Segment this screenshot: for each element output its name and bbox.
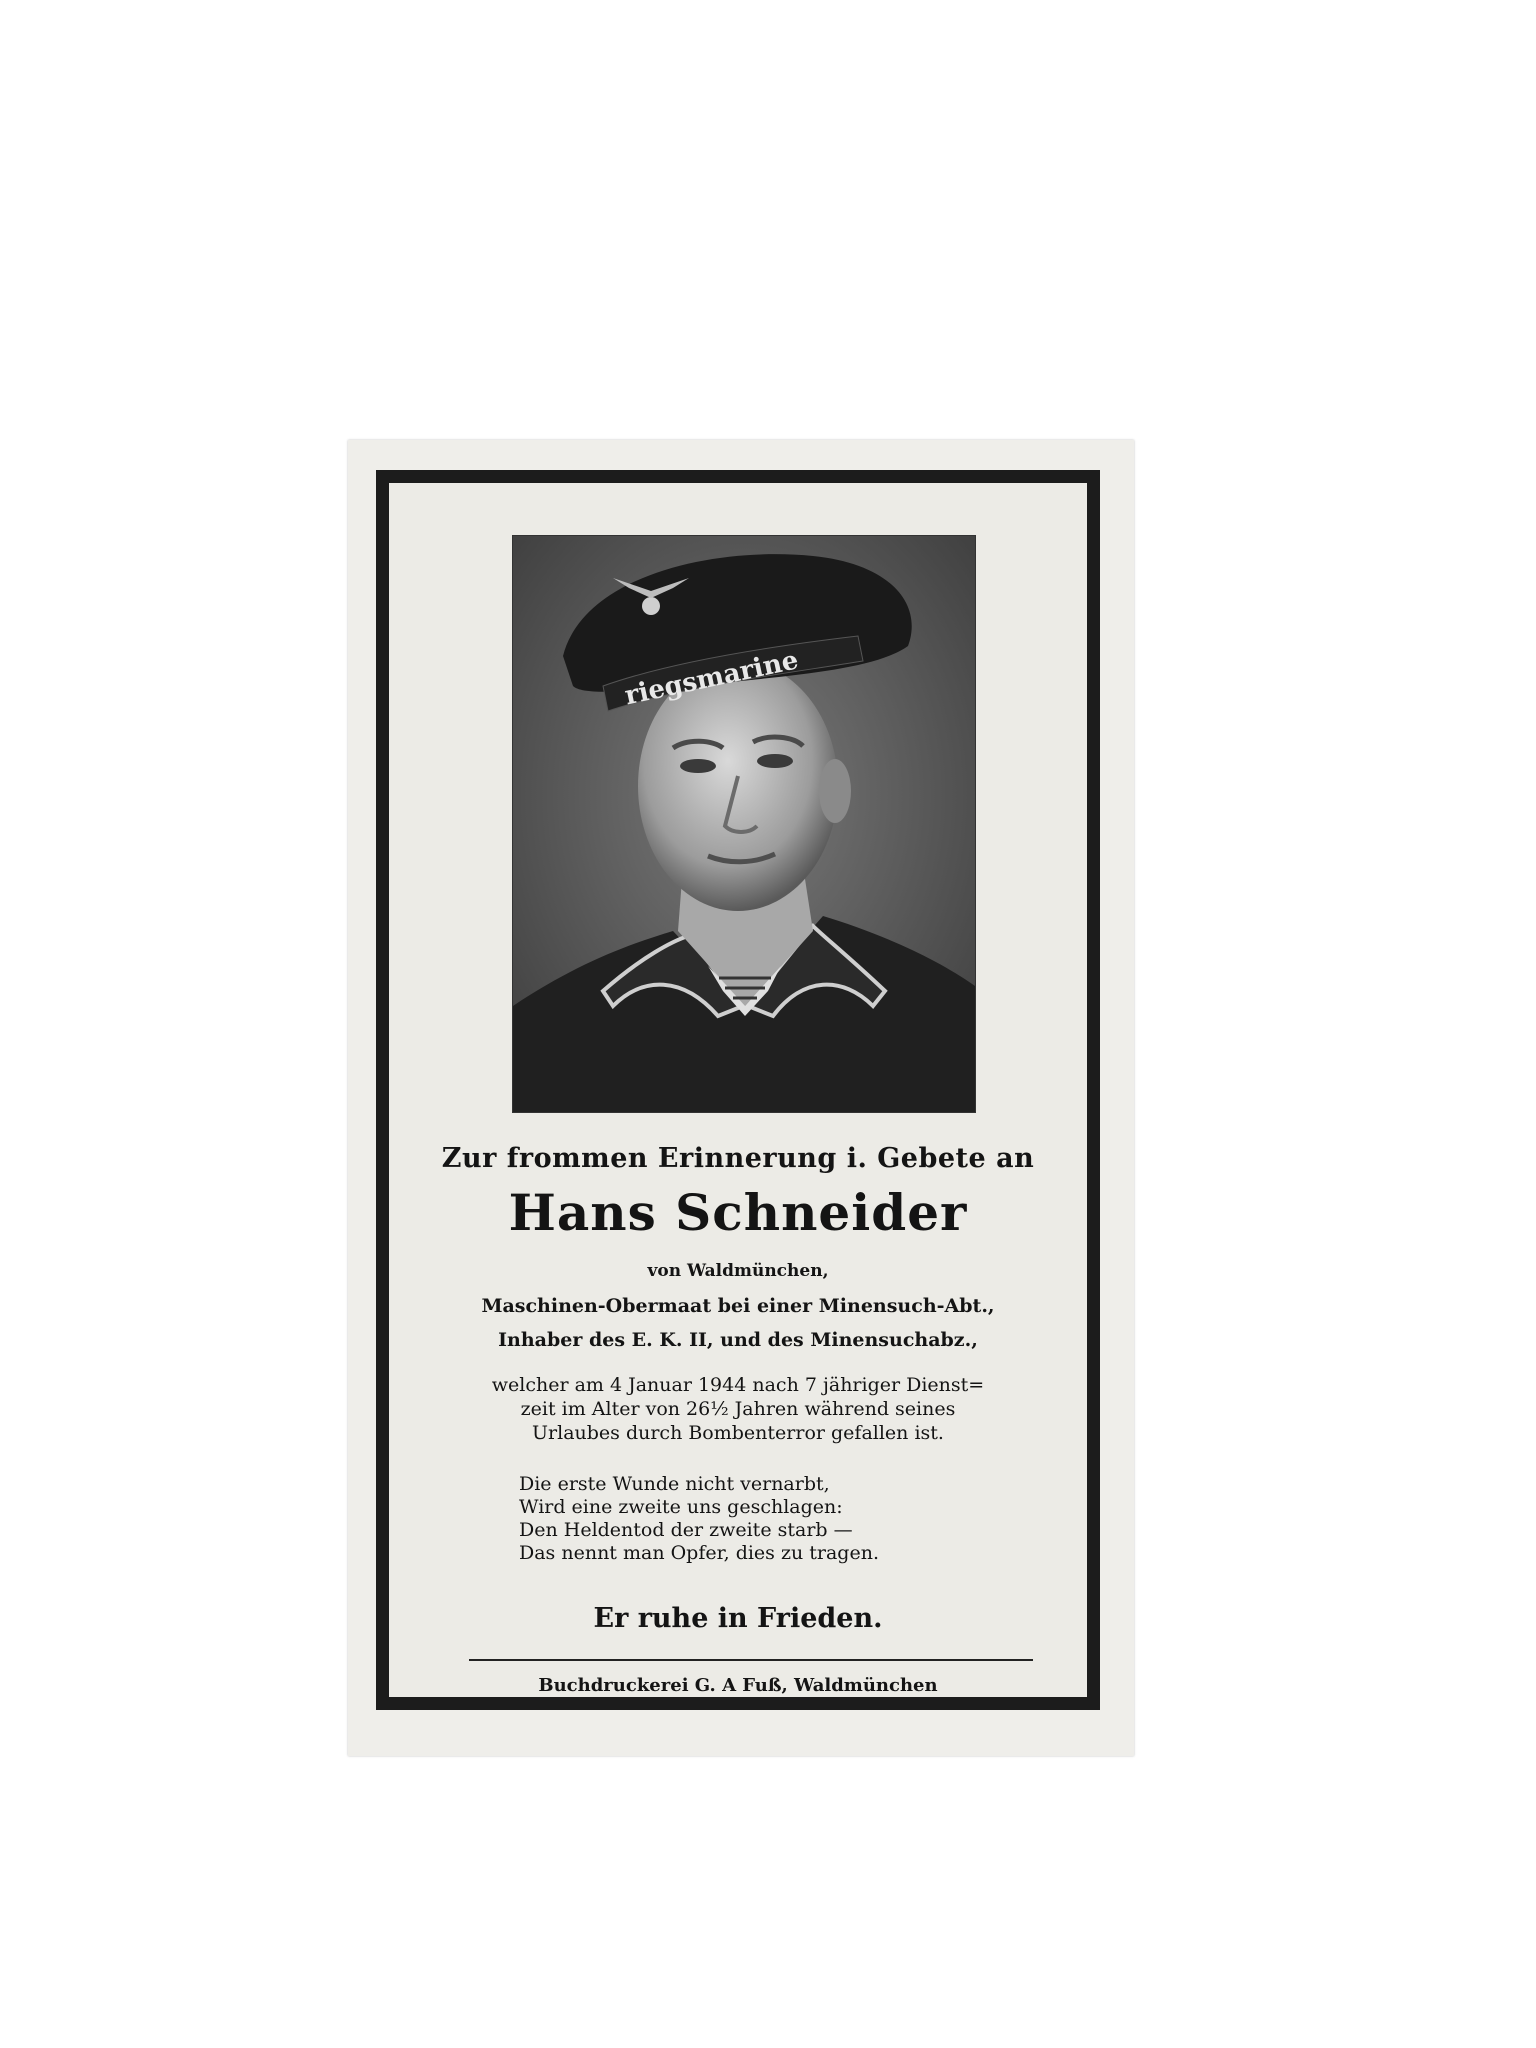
poem-line: Wird eine zweite uns geschlagen: xyxy=(519,1496,843,1518)
bio-line: zeit im Alter von 26½ Jahren während seines xyxy=(520,1398,956,1420)
cap-band-text: riegsmarine xyxy=(622,645,801,712)
closing-blessing: Er ruhe in Frieden. xyxy=(593,1603,883,1634)
poem-verse xyxy=(519,1473,1019,1565)
origin-text: von Waldmünchen, xyxy=(647,1261,829,1281)
bio-line: Urlaubes durch Bombenterror gefallen ist. xyxy=(532,1422,944,1444)
poem-line: Den Heldentod der zweite starb — xyxy=(519,1519,853,1541)
divider-line xyxy=(469,1659,1033,1661)
deceased-name: Hans Schneider xyxy=(508,1183,968,1242)
portrait-photo xyxy=(512,535,976,1113)
rank-text: Maschinen-Obermaat bei einer Minensuch-Abt., xyxy=(481,1295,995,1317)
poem-line: Die erste Wunde nicht vernarbt, xyxy=(519,1473,830,1495)
poem-line: Das nennt man Opfer, dies zu tragen. xyxy=(519,1542,879,1564)
awards-text: Inhaber des E. K. II, und des Minensuchabz., xyxy=(498,1329,978,1351)
heading-text: Zur frommen Erinnerung i. Gebete an xyxy=(441,1143,1035,1174)
biography-text xyxy=(389,1373,1087,1445)
bio-line: welcher am 4 Januar 1944 nach 7 jähriger Dienst= xyxy=(491,1374,985,1396)
portrait-illustration xyxy=(513,536,975,1112)
mourning-border xyxy=(376,470,1100,1710)
printer-credit: Buchdruckerei G. A Fuß, Waldmünchen xyxy=(538,1675,938,1696)
memorial-card xyxy=(348,440,1134,1756)
